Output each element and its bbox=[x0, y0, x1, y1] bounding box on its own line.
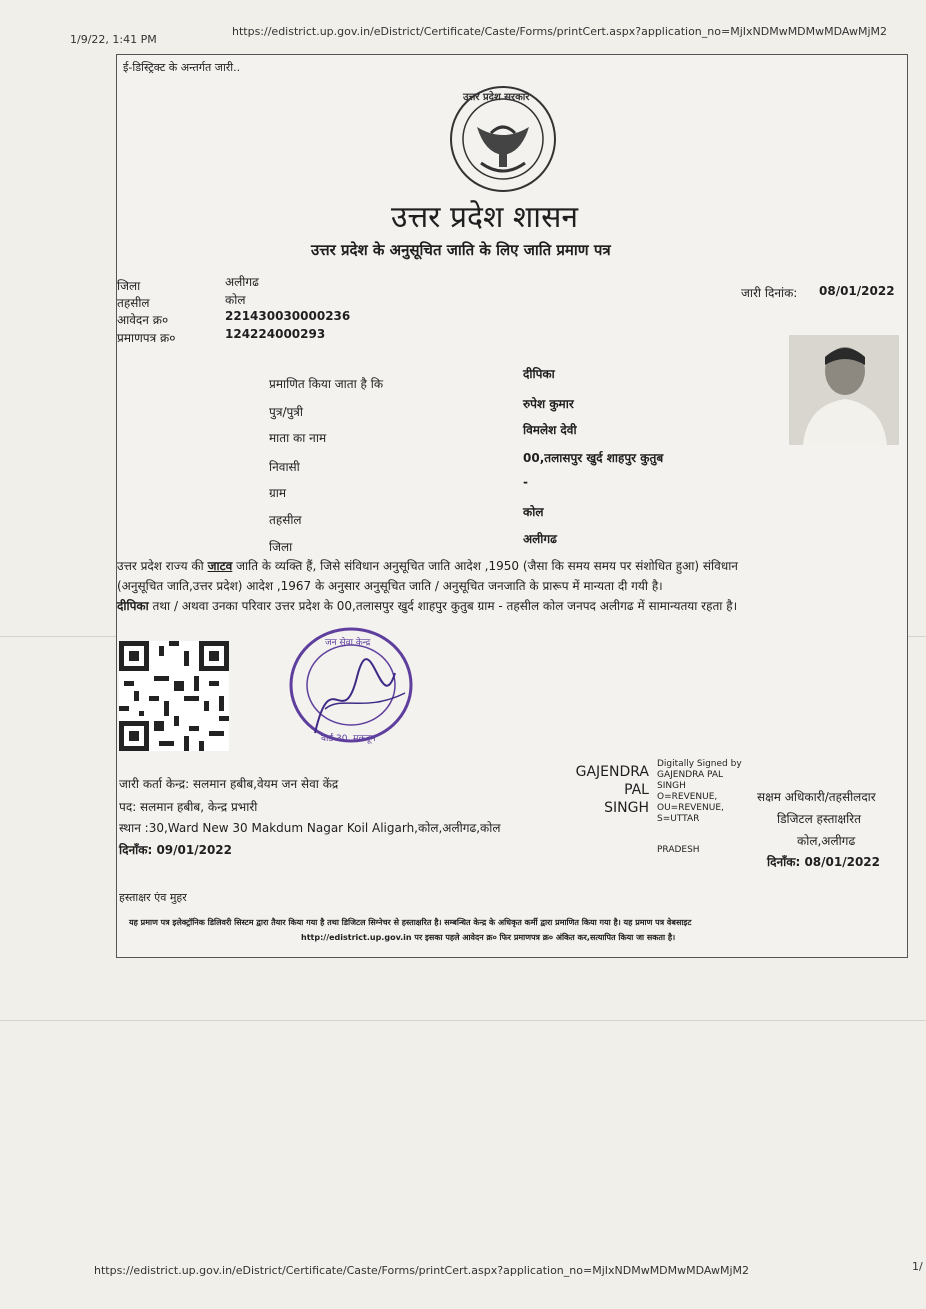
top-note: ई-डिस्ट्रिक्ट के अन्तर्गत जारी.. bbox=[123, 61, 241, 74]
issue-date-label: जारी दिनांक: bbox=[741, 286, 798, 300]
detail-value: दीपिका bbox=[523, 367, 555, 381]
detail-label: प्रमाणित किया जाता है कि bbox=[269, 377, 384, 391]
detail-label: जिला bbox=[269, 540, 293, 554]
applicant-photo bbox=[789, 335, 899, 445]
signature-seal-label: हस्ताक्षर एंव मुहर bbox=[119, 891, 187, 904]
certificate-frame bbox=[116, 54, 908, 958]
digital-signature-details: Digitally Signed by GAJENDRA PAL SINGH O=REVENUE, OU=REVENUE, S=UTTAR bbox=[657, 759, 742, 824]
issuing-centre: जारी कर्ता केन्द्र: सलमान हबीब,वेयम जन सेवा केंद्र bbox=[119, 777, 339, 791]
application-label: आवेदन क्र० bbox=[117, 313, 169, 327]
person-icon bbox=[789, 335, 899, 445]
signer-name: GAJENDRA PAL SINGH bbox=[575, 764, 649, 816]
authority-date: दिनाँक: 08/01/2022 bbox=[767, 855, 881, 869]
detail-value: रुपेश कुमार bbox=[523, 397, 574, 411]
issuing-post: पद: सलमान हबीब, केन्द्र प्रभारी bbox=[119, 800, 258, 814]
detail-value: 00,तलासपुर खुर्द शाहपुर कुतुब bbox=[523, 451, 664, 465]
detail-label: ग्राम bbox=[269, 486, 287, 500]
print-footer-url: https://edistrict.up.gov.in/eDistrict/Certificate/Caste/Forms/printCert.aspx?application_no=MjIxNDMwMDMwMDAwMjM2 bbox=[94, 1264, 750, 1277]
footer-note: http://edistrict.up.gov.in पर इसका पहले आवेदन क्र० फिर प्रमाणपत्र क्र० अंकित कर,सत्यापित किया जा सकता है। bbox=[301, 933, 676, 942]
authority-signed: डिजिटल हस्ताक्षरित bbox=[777, 812, 861, 826]
issuing-place: स्थान :30,Ward New 30 Makdum Nagar Koil Aligarh,कोल,अलीगढ,कोल bbox=[119, 821, 501, 835]
district-value: अलीगढ bbox=[225, 275, 259, 289]
tehsil-label: तहसील bbox=[117, 296, 150, 310]
qr-code bbox=[119, 641, 229, 751]
detail-value: अलीगढ bbox=[523, 532, 557, 546]
tehsil-value: कोल bbox=[225, 293, 246, 307]
authority-place: कोल,अलीगढ bbox=[797, 834, 856, 848]
detail-value: विमलेश देवी bbox=[523, 423, 577, 437]
detail-label: तहसील bbox=[269, 513, 302, 527]
certificate-subtitle: उत्तर प्रदेश के अनुसूचित जाति के लिए जाति प्रमाण पत्र bbox=[311, 241, 611, 259]
details-table bbox=[269, 363, 709, 553]
paper-fold-line bbox=[0, 1020, 926, 1021]
qr-code-icon bbox=[119, 641, 229, 751]
authority-title: सक्षम अधिकारी/तहसीलदार bbox=[757, 790, 876, 804]
detail-label: माता का नाम bbox=[269, 431, 327, 445]
issuing-date: दिनाँक: 09/01/2022 bbox=[119, 843, 233, 857]
stamp-top-text: जन सेवा केन्द्र bbox=[325, 638, 371, 648]
application-number: 221430030000236 bbox=[225, 309, 351, 323]
certificate-number: 124224000293 bbox=[225, 327, 326, 341]
digital-signature-state: PRADESH bbox=[657, 845, 700, 855]
print-url: https://edistrict.up.gov.in/eDistrict/Certificate/Caste/Forms/printCert.aspx?application_no=MjIxNDMwMDMwMDAwMjM2 bbox=[232, 25, 888, 38]
issue-date: 08/01/2022 bbox=[819, 284, 895, 298]
stamp-bottom-text: वार्ड 30, मकदूम bbox=[321, 734, 376, 744]
emblem-text: उत्तर प्रदेश सरकार bbox=[463, 92, 530, 103]
detail-label: निवासी bbox=[269, 460, 300, 474]
certificate-number-label: प्रमाणपत्र क्र० bbox=[117, 331, 176, 345]
certificate-paragraph: दीपिका तथा / अथवा उनका परिवार उत्तर प्रदेश के 00,तलासपुर खुर्द शाहपुर कुतुब ग्राम - तहसील कोल जनपद अलीगढ में सामान्यतया रहता है। bbox=[117, 599, 738, 613]
print-page-number: 1/ bbox=[912, 1260, 923, 1273]
print-datetime: 1/9/22, 1:41 PM bbox=[70, 33, 157, 46]
certificate-paragraph: (अनुसूचित जाति,उत्तर प्रदेश) आदेश ,1967 के अनुसार अनुसूचित जाति / अनुसूचित जनजाति के प्रारूप में मान्यता दी गयी है। bbox=[117, 579, 663, 593]
footer-note: यह प्रमाण पत्र इलेक्ट्रॉनिक डिलिवरी सिस्टम द्वारा तैयार किया गया है तथा डिजिटल सिग्नेचर से हस्ताक्षरित है। सम्बन्धित केन्द्र के अधिकृत कर्मी द्वारा प्रमाणित किया गया है। यह प्रमाण पत्र वेबसाइट bbox=[129, 918, 692, 927]
caste-name: जाटव bbox=[207, 559, 233, 573]
detail-label: पुत्र/पुत्री bbox=[269, 405, 304, 419]
detail-value: कोल bbox=[523, 505, 544, 519]
district-label: जिला bbox=[117, 279, 141, 293]
applicant-name: दीपिका bbox=[117, 599, 149, 613]
certificate-title: उत्तर प्रदेश शासन bbox=[391, 200, 579, 235]
certificate-paragraph: उत्तर प्रदेश राज्य की जाटव जाति के व्यक्ति हैं, जिसे संविधान अनुसूचित जाति आदेश ,1950 (जैसा कि समय समय पर संशोधित हुआ) संविधान bbox=[117, 559, 738, 573]
detail-value: - bbox=[523, 475, 528, 489]
